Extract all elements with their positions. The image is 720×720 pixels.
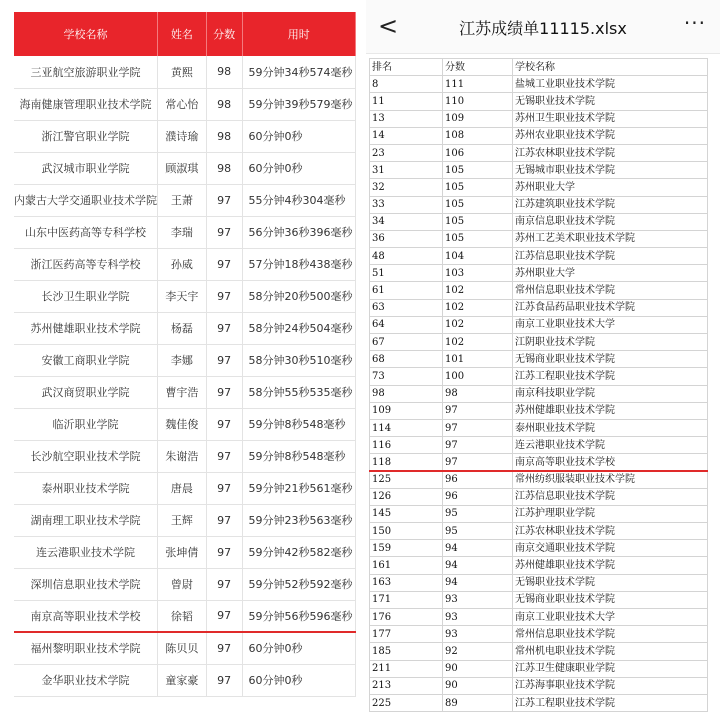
table-row	[370, 626, 708, 643]
table-row	[370, 402, 708, 419]
score-cell: 97	[206, 344, 242, 376]
school-cell[interactable]: 无锡职业技术学院	[513, 93, 708, 110]
name-cell: 濮诗瑜	[158, 120, 207, 152]
table-row	[370, 419, 708, 436]
time-cell: 59分钟42秒582毫秒	[242, 536, 356, 568]
score-cell: 98	[206, 56, 242, 88]
rank-cell[interactable]: 176	[370, 609, 443, 626]
school-cell[interactable]: 苏州健雄职业技术学院	[513, 557, 708, 574]
school-cell[interactable]: 南京工业职业技术大学	[513, 316, 708, 333]
time-cell: 59分钟8秒548毫秒	[242, 408, 356, 440]
school-cell: 海南健康管理职业技术学院	[14, 88, 158, 120]
school-cell[interactable]: 常州信息职业技术学院	[513, 626, 708, 643]
rank-cell[interactable]: 11	[370, 93, 443, 110]
back-chevron-icon[interactable]: <	[378, 12, 399, 40]
rank-cell[interactable]: 161	[370, 557, 443, 574]
school-cell: 浙江警官职业学院	[14, 120, 158, 152]
score-cell: 97	[206, 280, 242, 312]
rank-cell[interactable]: 118	[370, 454, 443, 471]
score-cell[interactable]: 93	[443, 591, 513, 608]
table-row	[370, 230, 708, 247]
rank-cell[interactable]: 64	[370, 316, 443, 333]
score-cell[interactable]: 100	[443, 368, 513, 385]
rank-cell[interactable]: 14	[370, 127, 443, 144]
rank-cell[interactable]: 13	[370, 110, 443, 127]
rank-cell[interactable]: 34	[370, 213, 443, 230]
name-cell: 王萧	[158, 184, 207, 216]
score-cell[interactable]: 89	[443, 694, 513, 711]
name-cell: 孙威	[158, 248, 207, 280]
name-cell: 徐韬	[158, 600, 207, 632]
score-cell: 97	[206, 376, 242, 408]
score-cell[interactable]: 97	[443, 419, 513, 436]
school-cell: 南京高等职业技术学校	[14, 600, 158, 632]
score-cell: 97	[206, 312, 242, 344]
school-cell[interactable]: 江苏食品药品职业技术学院	[513, 299, 708, 316]
school-cell[interactable]: 常州纺织服装职业技术学院	[513, 471, 708, 488]
score-cell: 98	[206, 152, 242, 184]
table-row	[370, 385, 708, 402]
name-cell: 顾淑琪	[158, 152, 207, 184]
table-row	[14, 152, 356, 184]
score-cell: 97	[206, 248, 242, 280]
school-cell[interactable]: 无锡职业技术学院	[513, 574, 708, 591]
rank-cell[interactable]: 61	[370, 282, 443, 299]
name-cell: 李天宇	[158, 280, 207, 312]
time-cell: 59分钟8秒548毫秒	[242, 440, 356, 472]
school-cell: 武汉商贸职业学院	[14, 376, 158, 408]
school-cell: 深圳信息职业技术学院	[14, 568, 158, 600]
rank-cell[interactable]: 68	[370, 351, 443, 368]
school-cell[interactable]: 江苏信息职业技术学院	[513, 488, 708, 505]
table-row	[370, 334, 708, 351]
school-cell[interactable]: 苏州职业大学	[513, 265, 708, 282]
table-row	[14, 568, 356, 600]
rank-cell[interactable]: 48	[370, 248, 443, 265]
score-cell: 97	[206, 504, 242, 536]
rank-cell[interactable]: 67	[370, 334, 443, 351]
score-cell: 98	[206, 120, 242, 152]
score-cell[interactable]: 105	[443, 162, 513, 179]
time-cell: 60分钟0秒	[242, 152, 356, 184]
header-score[interactable]: 分数	[443, 59, 513, 76]
rank-cell[interactable]: 23	[370, 144, 443, 161]
spreadsheet-header-row	[370, 59, 708, 76]
score-cell[interactable]: 98	[443, 385, 513, 402]
name-cell: 曾尉	[158, 568, 207, 600]
school-cell: 苏州健雄职业技术学院	[14, 312, 158, 344]
table-row	[370, 144, 708, 161]
score-cell[interactable]: 105	[443, 196, 513, 213]
school-cell[interactable]: 苏州卫生职业技术学院	[513, 110, 708, 127]
table-row	[370, 643, 708, 660]
rank-cell[interactable]: 98	[370, 385, 443, 402]
rank-cell[interactable]: 116	[370, 437, 443, 454]
score-cell: 97	[206, 216, 242, 248]
table-row	[14, 280, 356, 312]
rank-cell[interactable]: 171	[370, 591, 443, 608]
time-cell: 58分钟20秒500毫秒	[242, 280, 356, 312]
table-row	[370, 540, 708, 557]
school-cell[interactable]: 盐城工业职业技术学院	[513, 76, 708, 93]
table-row	[370, 488, 708, 505]
school-cell[interactable]: 苏州健雄职业技术学院	[513, 402, 708, 419]
table-row	[370, 110, 708, 127]
score-cell: 97	[206, 408, 242, 440]
rank-cell[interactable]: 211	[370, 660, 443, 677]
rank-cell[interactable]: 150	[370, 523, 443, 540]
table-row	[370, 591, 708, 608]
school-cell[interactable]: 江苏农林职业技术学院	[513, 523, 708, 540]
file-title: 江苏成绩单11115.xlsx	[459, 19, 627, 38]
score-cell[interactable]: 105	[443, 179, 513, 196]
table-row	[370, 127, 708, 144]
score-cell[interactable]: 96	[443, 471, 513, 488]
table-row	[370, 471, 708, 488]
score-cell[interactable]: 94	[443, 557, 513, 574]
header-rank[interactable]: 排名	[370, 59, 443, 76]
score-cell[interactable]: 97	[443, 437, 513, 454]
school-cell: 内蒙古大学交通职业技术学院	[14, 184, 158, 216]
score-cell: 97	[206, 440, 242, 472]
time-cell: 59分钟52秒592毫秒	[242, 568, 356, 600]
score-cell[interactable]: 90	[443, 660, 513, 677]
school-cell[interactable]: 南京科技职业学院	[513, 385, 708, 402]
left-table-header-row	[14, 12, 356, 56]
time-cell: 55分钟4秒304毫秒	[242, 184, 356, 216]
score-cell[interactable]: 95	[443, 505, 513, 522]
left-score-table-panel	[0, 0, 356, 720]
table-row	[370, 213, 708, 230]
name-cell: 杨磊	[158, 312, 207, 344]
school-cell[interactable]: 无锡城市职业技术学院	[513, 162, 708, 179]
rank-cell[interactable]: 33	[370, 196, 443, 213]
school-cell[interactable]: 南京交通职业技术学院	[513, 540, 708, 557]
rank-cell[interactable]: 159	[370, 540, 443, 557]
table-row	[370, 437, 708, 454]
table-row	[370, 505, 708, 522]
school-cell: 山东中医药高等专科学校	[14, 216, 158, 248]
school-cell[interactable]: 江苏护理职业学院	[513, 505, 708, 522]
table-row	[14, 600, 356, 632]
school-cell: 湖南理工职业技术学院	[14, 504, 158, 536]
rank-cell[interactable]: 109	[370, 402, 443, 419]
time-cell: 60分钟0秒	[242, 664, 356, 696]
left-score-table	[14, 12, 356, 697]
table-row	[14, 632, 356, 664]
table-row	[370, 660, 708, 677]
rank-cell[interactable]: 177	[370, 626, 443, 643]
school-cell: 长沙卫生职业学院	[14, 280, 158, 312]
school-cell[interactable]: 常州机电职业技术学院	[513, 643, 708, 660]
rank-cell[interactable]: 73	[370, 368, 443, 385]
table-row	[14, 376, 356, 408]
score-cell[interactable]: 94	[443, 540, 513, 557]
school-cell[interactable]: 江苏海事职业技术学院	[513, 677, 708, 694]
table-row	[14, 184, 356, 216]
table-row	[370, 76, 708, 93]
score-cell[interactable]: 95	[443, 523, 513, 540]
header-name: 姓名	[158, 12, 207, 56]
table-row	[370, 609, 708, 626]
score-cell[interactable]: 102	[443, 299, 513, 316]
table-row	[370, 574, 708, 591]
school-cell[interactable]: 江苏信息职业技术学院	[513, 248, 708, 265]
time-cell: 59分钟21秒561毫秒	[242, 472, 356, 504]
name-cell: 童家豪	[158, 664, 207, 696]
school-cell[interactable]: 南京信息职业技术学院	[513, 213, 708, 230]
school-cell: 长沙航空职业技术学院	[14, 440, 158, 472]
school-cell[interactable]: 苏州工艺美术职业技术学院	[513, 230, 708, 247]
name-cell: 李娜	[158, 344, 207, 376]
table-row	[370, 282, 708, 299]
school-cell[interactable]: 江苏卫生健康职业学院	[513, 660, 708, 677]
time-cell: 59分钟39秒579毫秒	[242, 88, 356, 120]
school-cell[interactable]: 无锡商业职业技术学院	[513, 351, 708, 368]
table-row	[370, 299, 708, 316]
table-row	[370, 523, 708, 540]
score-cell[interactable]: 102	[443, 316, 513, 333]
table-row	[370, 316, 708, 333]
score-cell[interactable]: 110	[443, 93, 513, 110]
score-cell[interactable]: 102	[443, 334, 513, 351]
score-cell[interactable]: 104	[443, 248, 513, 265]
rank-cell[interactable]: 126	[370, 488, 443, 505]
table-row	[370, 677, 708, 694]
time-cell: 60分钟0秒	[242, 632, 356, 664]
score-cell[interactable]: 90	[443, 677, 513, 694]
name-cell: 李瑞	[158, 216, 207, 248]
score-cell[interactable]: 97	[443, 454, 513, 471]
score-cell: 97	[206, 536, 242, 568]
file-viewer-nav-bar	[366, 0, 720, 54]
school-cell[interactable]: 南京高等职业技术学校	[513, 454, 708, 471]
school-cell[interactable]: 泰州职业技术学院	[513, 419, 708, 436]
time-cell: 59分钟23秒563毫秒	[242, 504, 356, 536]
name-cell: 常心怡	[158, 88, 207, 120]
table-row	[370, 694, 708, 711]
table-row	[14, 504, 356, 536]
table-row	[370, 368, 708, 385]
table-row	[370, 454, 708, 471]
score-cell: 97	[206, 568, 242, 600]
school-cell: 金华职业技术学院	[14, 664, 158, 696]
spreadsheet-table	[369, 58, 708, 712]
table-row	[370, 351, 708, 368]
name-cell: 陈贝贝	[158, 632, 207, 664]
name-cell: 王辉	[158, 504, 207, 536]
time-cell: 59分钟34秒574毫秒	[242, 56, 356, 88]
school-cell[interactable]: 江阴职业技术学院	[513, 334, 708, 351]
time-cell: 56分钟36秒396毫秒	[242, 216, 356, 248]
table-row	[14, 344, 356, 376]
score-cell[interactable]: 102	[443, 282, 513, 299]
header-time: 用时	[242, 12, 356, 56]
school-cell[interactable]: 江苏工程职业技术学院	[513, 368, 708, 385]
score-cell: 97	[206, 632, 242, 664]
rank-cell[interactable]: 145	[370, 505, 443, 522]
score-cell: 97	[206, 600, 242, 632]
school-cell[interactable]: 苏州农业职业技术学院	[513, 127, 708, 144]
table-row	[14, 216, 356, 248]
table-row	[370, 179, 708, 196]
score-cell[interactable]: 111	[443, 76, 513, 93]
name-cell: 黄熙	[158, 56, 207, 88]
school-cell: 武汉城市职业学院	[14, 152, 158, 184]
rank-cell[interactable]: 51	[370, 265, 443, 282]
school-cell: 泰州职业技术学院	[14, 472, 158, 504]
table-row	[370, 248, 708, 265]
table-row	[370, 557, 708, 574]
table-row	[14, 120, 356, 152]
school-cell: 三亚航空旅游职业学院	[14, 56, 158, 88]
score-cell: 98	[206, 88, 242, 120]
time-cell: 58分钟24秒504毫秒	[242, 312, 356, 344]
table-row	[370, 162, 708, 179]
rank-cell[interactable]: 63	[370, 299, 443, 316]
score-cell[interactable]: 93	[443, 626, 513, 643]
table-row	[14, 408, 356, 440]
school-cell: 临沂职业学院	[14, 408, 158, 440]
score-cell[interactable]: 101	[443, 351, 513, 368]
rank-cell[interactable]: 36	[370, 230, 443, 247]
name-cell: 曹宇浩	[158, 376, 207, 408]
table-row	[370, 93, 708, 110]
time-cell: 58分钟30秒510毫秒	[242, 344, 356, 376]
header-score: 分数	[206, 12, 242, 56]
school-cell[interactable]: 南京工业职业技术大学	[513, 609, 708, 626]
school-cell: 浙江医药高等专科学校	[14, 248, 158, 280]
name-cell: 唐晨	[158, 472, 207, 504]
school-cell[interactable]: 常州信息职业技术学院	[513, 282, 708, 299]
score-cell[interactable]: 109	[443, 110, 513, 127]
table-row	[14, 56, 356, 88]
score-cell[interactable]: 106	[443, 144, 513, 161]
rank-cell[interactable]: 213	[370, 677, 443, 694]
table-row	[370, 265, 708, 282]
score-cell: 97	[206, 664, 242, 696]
school-cell[interactable]: 无锡商业职业技术学院	[513, 591, 708, 608]
time-cell: 60分钟0秒	[242, 120, 356, 152]
score-cell[interactable]: 108	[443, 127, 513, 144]
rank-cell[interactable]: 185	[370, 643, 443, 660]
school-cell: 安徽工商职业学院	[14, 344, 158, 376]
time-cell: 59分钟56秒596毫秒	[242, 600, 356, 632]
rank-cell[interactable]: 114	[370, 419, 443, 436]
score-cell[interactable]: 96	[443, 488, 513, 505]
time-cell: 58分钟55秒535毫秒	[242, 376, 356, 408]
rank-cell[interactable]: 8	[370, 76, 443, 93]
table-row	[14, 440, 356, 472]
score-cell[interactable]: 93	[443, 609, 513, 626]
header-school[interactable]: 学校名称	[513, 59, 708, 76]
school-cell: 福州黎明职业技术学院	[14, 632, 158, 664]
more-menu-icon[interactable]: ···	[683, 11, 706, 35]
table-row	[14, 664, 356, 696]
score-cell[interactable]: 105	[443, 230, 513, 247]
score-cell[interactable]: 97	[443, 402, 513, 419]
score-cell: 97	[206, 472, 242, 504]
rank-cell[interactable]: 32	[370, 179, 443, 196]
header-school: 学校名称	[14, 12, 158, 56]
table-row	[370, 196, 708, 213]
score-cell[interactable]: 94	[443, 574, 513, 591]
table-row	[14, 472, 356, 504]
table-row	[14, 88, 356, 120]
rank-cell[interactable]: 31	[370, 162, 443, 179]
name-cell: 魏佳俊	[158, 408, 207, 440]
time-cell: 57分钟18秒438毫秒	[242, 248, 356, 280]
rank-cell[interactable]: 125	[370, 471, 443, 488]
rank-cell[interactable]: 225	[370, 694, 443, 711]
school-cell[interactable]: 江苏农林职业技术学院	[513, 144, 708, 161]
right-spreadsheet-panel	[366, 0, 720, 720]
school-cell: 连云港职业技术学院	[14, 536, 158, 568]
table-row	[14, 248, 356, 280]
panel-divider	[356, 0, 366, 720]
score-cell[interactable]: 105	[443, 213, 513, 230]
table-row	[14, 536, 356, 568]
score-cell: 97	[206, 184, 242, 216]
name-cell: 张坤倩	[158, 536, 207, 568]
rank-cell[interactable]: 163	[370, 574, 443, 591]
school-cell[interactable]: 江苏工程职业技术学院	[513, 694, 708, 711]
school-cell[interactable]: 江苏建筑职业技术学院	[513, 196, 708, 213]
table-row	[14, 312, 356, 344]
score-cell[interactable]: 103	[443, 265, 513, 282]
score-cell[interactable]: 92	[443, 643, 513, 660]
school-cell[interactable]: 连云港职业技术学院	[513, 437, 708, 454]
school-cell[interactable]: 苏州职业大学	[513, 179, 708, 196]
name-cell: 朱谢浩	[158, 440, 207, 472]
